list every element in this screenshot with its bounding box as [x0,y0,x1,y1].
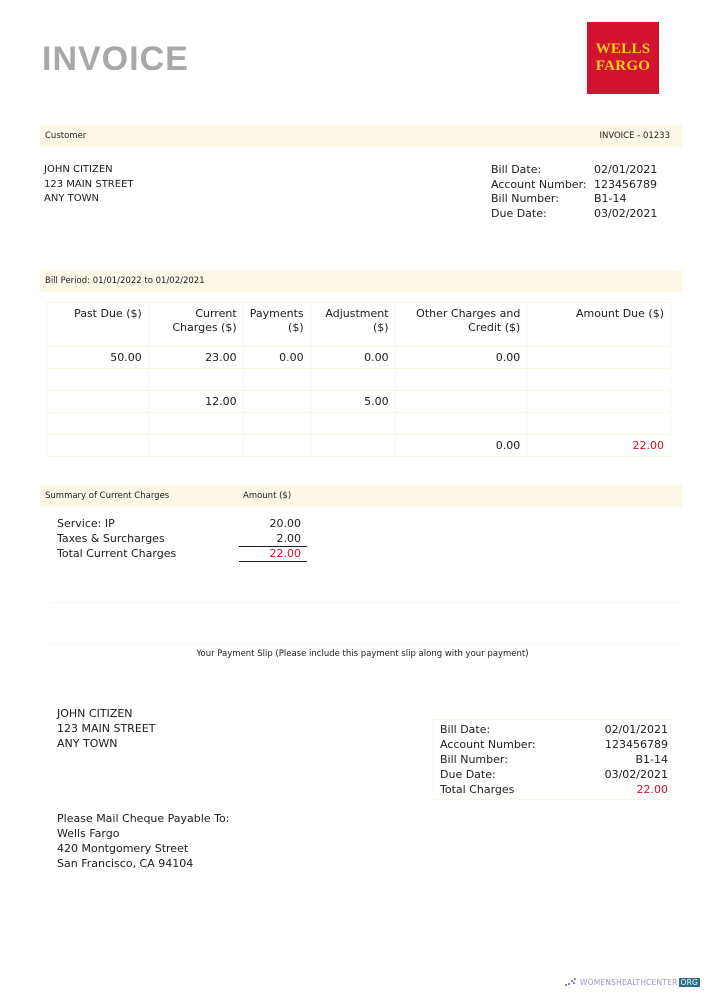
slip-total-value: 22.00 [636,783,668,796]
table-cell: 0.00 [243,347,310,369]
table-cell [148,369,243,391]
bill-date-value: 02/01/2021 [594,163,658,176]
col-adjustment: Adjustment ($) [310,303,395,347]
account-number-label: Account Number: [491,177,587,191]
table-cell [47,413,149,435]
mail-to-name: Wells Fargo [57,827,120,840]
wells-fargo-logo [587,22,659,94]
table-row [47,391,671,413]
table-cell: 0.00 [310,347,395,369]
logo-line-1: WELLS [595,41,651,57]
customer-name: JOHN CITIZEN [44,164,113,175]
slip-bill-number-row [440,752,668,767]
mail-to-heading: Please Mail Cheque Payable To: [57,812,230,825]
summary-heading: Summary of Current Charges [45,491,170,501]
table-cell [527,413,671,435]
account-number-row [491,178,657,193]
slip-due-date-label: Due Date: [440,768,496,781]
table-cell [148,413,243,435]
bill-number-label: Bill Number: [491,192,559,205]
table-cell: 12.00 [148,391,243,413]
account-number-value: 123456789 [594,177,657,191]
col-current-charges: Current Charges ($) [148,303,243,347]
table-cell [310,435,395,457]
customer-band [40,125,682,147]
due-date-value: 03/02/2021 [594,206,658,220]
slip-bill-number-label: Bill Number: [440,753,508,766]
slip-customer-name: JOHN CITIZEN [57,707,133,720]
slip-due-date-row [440,767,668,782]
table-cell: 23.00 [148,347,243,369]
mail-to-block [57,811,229,871]
slip-total-label: Total Charges [440,783,515,796]
summary-amount-heading: Amount ($) [243,491,292,501]
table-cell [527,369,671,391]
table-cell [310,413,395,435]
bill-number-value: B1-14 [594,192,627,205]
table-row-total [47,435,671,457]
charges-table [46,302,671,457]
summary-item-amount: 20.00 [269,517,301,530]
table-cell [243,391,310,413]
table-cell: 0.00 [395,435,527,457]
table-row [47,347,671,369]
amount-due-total: 22.00 [527,435,671,457]
summary-total-amount: 22.00 [269,547,301,560]
slip-customer-address [57,706,155,751]
slip-account-number-label: Account Number: [440,738,536,751]
table-cell [310,369,395,391]
divider [50,643,680,644]
table-row [47,369,671,391]
table-cell [395,369,527,391]
table-cell [243,435,310,457]
slip-customer-town: ANY TOWN [57,737,118,750]
customer-label: Customer [45,131,87,141]
slip-bill-date-row [440,722,668,737]
summary-item-label: Taxes & Surcharges [57,532,165,545]
dots-icon [565,977,577,987]
table-row [47,413,671,435]
logo-line-2: FARGO [595,58,651,74]
table-cell [527,347,671,369]
slip-customer-street: 123 MAIN STREET [57,722,156,735]
watermark-suffix: ORG [680,977,699,987]
customer-town: ANY TOWN [44,193,99,204]
summary-item-label: Service: IP [57,517,115,530]
table-cell [148,435,243,457]
payment-slip-caption: Your Payment Slip (Please include this payment slip along with your payment) [196,649,529,659]
slip-bill-date-value: 02/01/2021 [604,723,668,736]
table-cell [527,391,671,413]
table-cell [47,369,149,391]
customer-street: 123 MAIN STREET [44,178,134,190]
slip-details [433,719,671,800]
bill-number-row [491,192,657,207]
slip-total-row [440,782,668,797]
table-cell [395,413,527,435]
divider [50,602,680,603]
table-cell [47,391,149,413]
table-cell [243,413,310,435]
table-cell [47,435,149,457]
slip-bill-date-label: Bill Date: [440,723,491,736]
due-date-row [491,207,657,222]
total-rule [239,561,307,562]
bill-period: Bill Period: 01/01/2022 to 01/02/2021 [45,276,205,286]
summary-labels [57,516,176,561]
slip-account-number-row [440,737,668,752]
summary-amounts [239,516,307,562]
col-amount-due: Amount Due ($) [527,303,671,347]
watermark-text: WOMENSHEALTHCENTER [580,977,678,987]
bill-info [491,163,657,221]
table-cell: 50.00 [47,347,149,369]
due-date-label: Due Date: [491,206,547,220]
table-header-row [47,303,671,347]
slip-account-number-value: 123456789 [605,738,668,751]
invoice-title: INVOICE [42,40,189,78]
bill-date-label: Bill Date: [491,163,542,176]
table-cell [243,369,310,391]
summary-band [40,485,682,507]
table-cell: 0.00 [395,347,527,369]
col-other-charges: Other Charges and Credit ($) [395,303,527,347]
col-past-due: Past Due ($) [47,303,149,347]
mail-to-city: San Francisco, CA 94104 [57,857,194,870]
bill-period-band [40,270,682,292]
col-payments: Payments ($) [243,303,310,347]
table-cell: 5.00 [310,391,395,413]
invoice-number: INVOICE - 01233 [599,131,670,141]
slip-bill-number-value: B1-14 [635,753,668,766]
customer-address [44,163,134,207]
watermark [565,977,700,987]
summary-total-label: Total Current Charges [57,547,177,560]
table-cell [395,391,527,413]
bill-date-row [491,163,657,178]
mail-to-street: 420 Montgomery Street [57,842,189,855]
summary-item-amount: 2.00 [276,532,301,545]
slip-due-date-value: 03/02/2021 [604,768,668,781]
